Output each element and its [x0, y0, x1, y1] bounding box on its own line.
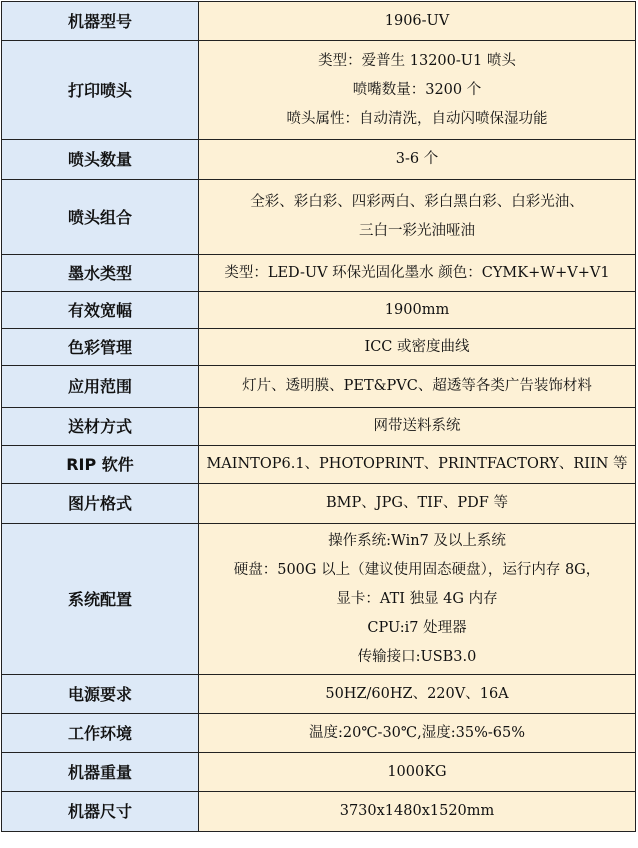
spec-value-line: 1000KG	[387, 763, 447, 780]
spec-row	[2, 524, 636, 675]
spec-value-line: 硬盘：500G 以上（建议使用固态硬盘），运行内存 8G，	[233, 561, 601, 578]
spec-label: 喷头数量	[2, 140, 199, 180]
spec-label: 送材方式	[2, 408, 199, 446]
spec-value	[199, 366, 636, 408]
spec-label: 机器型号	[2, 2, 199, 41]
spec-value-line: 3-6 个	[395, 151, 439, 167]
spec-row	[2, 292, 636, 329]
spec-value	[199, 753, 636, 792]
spec-label: 喷头组合	[2, 180, 199, 255]
spec-label: 图片格式	[2, 484, 199, 524]
spec-value-line: 1900mm	[384, 301, 450, 318]
spec-label: 有效宽幅	[2, 292, 199, 329]
spec-value-line: 显卡：ATI 独显 4G 内存	[336, 590, 498, 607]
spec-value-line: 操作系统:Win7 及以上系统	[328, 532, 506, 549]
spec-value-line: 三白一彩光油哑油	[359, 223, 475, 239]
spec-value-line: 类型：LED-UV 环保光固化墨水 颜色：CYMK+W+V+V1	[224, 264, 610, 281]
spec-row	[2, 446, 636, 484]
spec-row	[2, 408, 636, 446]
spec-value-line: 喷嘴数量：3200 个	[352, 81, 482, 98]
spec-value	[199, 2, 636, 41]
spec-value-line: 3730x1480x1520mm	[339, 803, 495, 819]
spec-row	[2, 675, 636, 714]
spec-table-body	[2, 2, 636, 832]
spec-row	[2, 714, 636, 753]
spec-value-line: 传输接口:USB3.0	[357, 648, 477, 665]
spec-row	[2, 180, 636, 255]
spec-value	[199, 329, 636, 366]
spec-value-line: 50HZ/60HZ、220V、16A	[325, 685, 509, 702]
spec-value-line: 1906-UV	[384, 12, 450, 29]
spec-value	[199, 41, 636, 140]
spec-label: 打印喷头	[2, 41, 199, 140]
spec-row	[2, 140, 636, 180]
spec-value-line: BMP、JPG、TIF、PDF 等	[326, 495, 508, 511]
spec-row	[2, 41, 636, 140]
spec-label: 工作环境	[2, 714, 199, 753]
spec-row	[2, 2, 636, 41]
spec-label: 墨水类型	[2, 255, 199, 292]
spec-row	[2, 366, 636, 408]
spec-value-line: 喷头属性：自动清洗，自动闪喷保湿功能	[286, 110, 548, 127]
spec-value	[199, 484, 636, 524]
spec-value	[199, 675, 636, 714]
spec-value	[199, 292, 636, 329]
spec-row	[2, 255, 636, 292]
spec-value	[199, 140, 636, 180]
spec-label: 电源要求	[2, 675, 199, 714]
spec-value-line: 网带送料系统	[373, 418, 461, 434]
spec-label: 机器尺寸	[2, 792, 199, 832]
spec-row	[2, 753, 636, 792]
spec-row	[2, 792, 636, 832]
spec-label: 机器重量	[2, 753, 199, 792]
spec-value-line: 温度:20℃-30℃,湿度:35%-65%	[309, 724, 525, 741]
spec-label: RIP 软件	[2, 446, 199, 484]
spec-row	[2, 329, 636, 366]
spec-value-line: 灯片、透明膜、PET&PVC、超透等各类广告装饰材料	[242, 378, 592, 394]
spec-label: 色彩管理	[2, 329, 199, 366]
spec-value	[199, 255, 636, 292]
spec-value-line: ICC 或密度曲线	[364, 338, 470, 355]
spec-label: 系统配置	[2, 524, 199, 675]
spec-table	[1, 1, 636, 832]
spec-value	[199, 180, 636, 255]
spec-label: 应用范围	[2, 366, 199, 408]
spec-value	[199, 524, 636, 675]
spec-value	[199, 714, 636, 753]
spec-row	[2, 484, 636, 524]
spec-value-line: 类型：爱普生 13200-U1 喷头	[318, 52, 516, 69]
spec-value	[199, 446, 636, 484]
spec-value-line: CPU:i7 处理器	[367, 619, 467, 636]
spec-value-line: 全彩、彩白彩、四彩两白、彩白黑白彩、白彩光油、	[250, 194, 584, 210]
spec-value	[199, 408, 636, 446]
spec-value-line: MAINTOP6.1、PHOTOPRINT、PRINTFACTORY、RIIN 等	[206, 456, 628, 472]
spec-value	[199, 792, 636, 832]
